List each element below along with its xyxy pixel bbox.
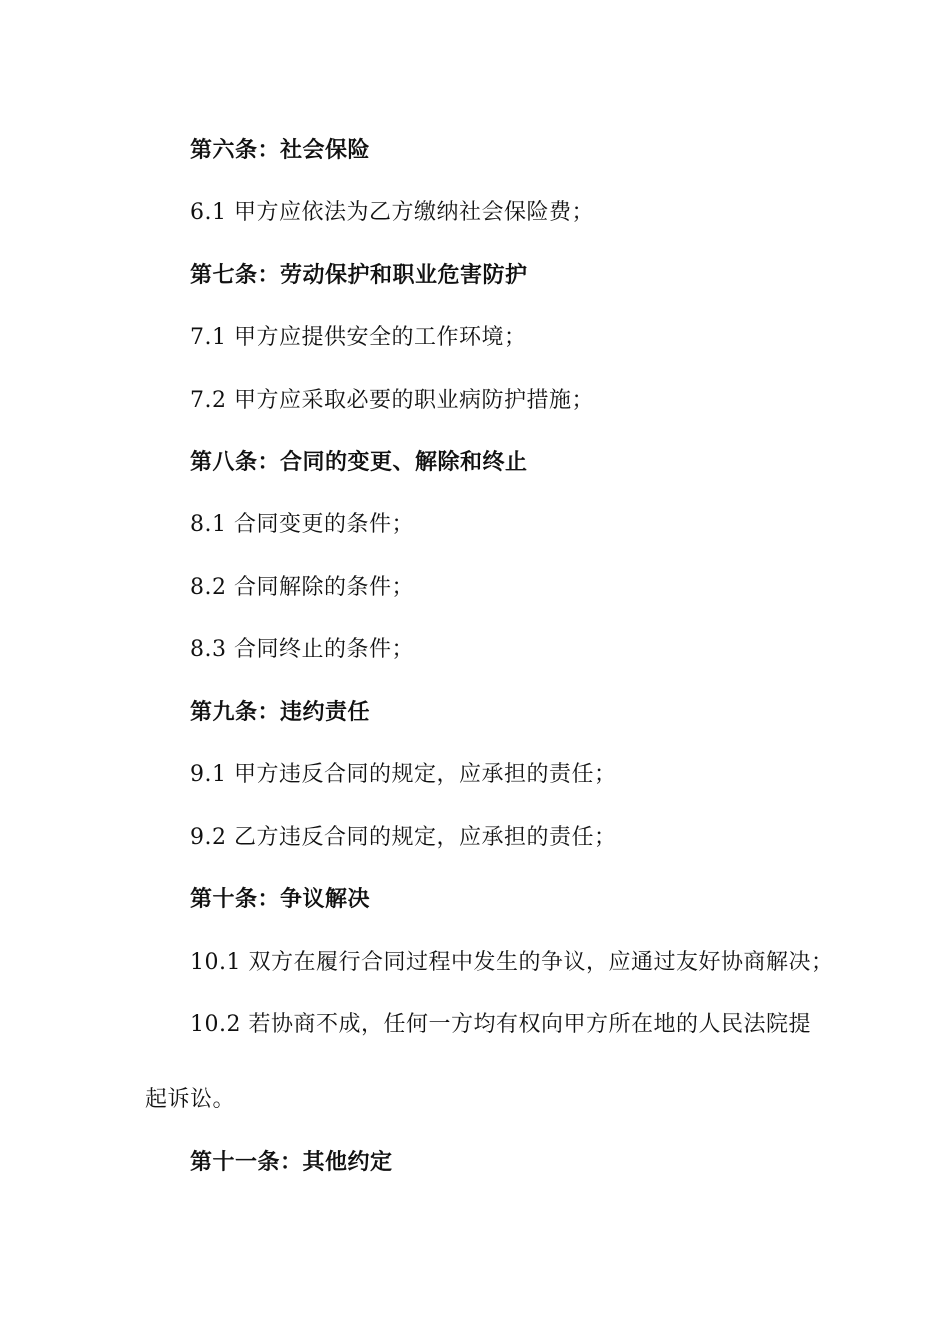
clause-8-1: 8.1 合同变更的条件； (190, 512, 414, 537)
clause-10-1: 10.1 双方在履行合同过程中发生的争议，应通过友好协商解决； (190, 950, 834, 975)
clause-6-1: 6.1 甲方应依法为乙方缴纳社会保险费； (190, 200, 594, 225)
section-heading-7: 第七条：劳动保护和职业危害防护 (190, 263, 528, 288)
clause-8-3: 8.3 合同终止的条件； (190, 637, 414, 662)
clause-7-1: 7.1 甲方应提供安全的工作环境； (190, 325, 527, 350)
section-heading-9: 第九条：违约责任 (190, 700, 371, 725)
section-heading-6: 第六条：社会保险 (190, 138, 371, 163)
clause-10-2: 10.2 若协商不成，任何一方均有权向甲方所在地的人民法院提 (190, 1012, 811, 1037)
section-heading-8: 第八条：合同的变更、解除和终止 (190, 450, 528, 475)
clause-9-2: 9.2 乙方违反合同的规定，应承担的责任； (190, 825, 617, 850)
clause-8-2: 8.2 合同解除的条件； (190, 575, 414, 600)
clause-9-1: 9.1 甲方违反合同的规定，应承担的责任； (190, 762, 617, 787)
section-heading-11: 第十一条：其他约定 (190, 1150, 393, 1175)
clause-7-2: 7.2 甲方应采取必要的职业病防护措施； (190, 388, 594, 413)
section-heading-10: 第十条：争议解决 (190, 887, 371, 912)
clause-10-2-continuation: 起诉讼。 (145, 1087, 236, 1112)
